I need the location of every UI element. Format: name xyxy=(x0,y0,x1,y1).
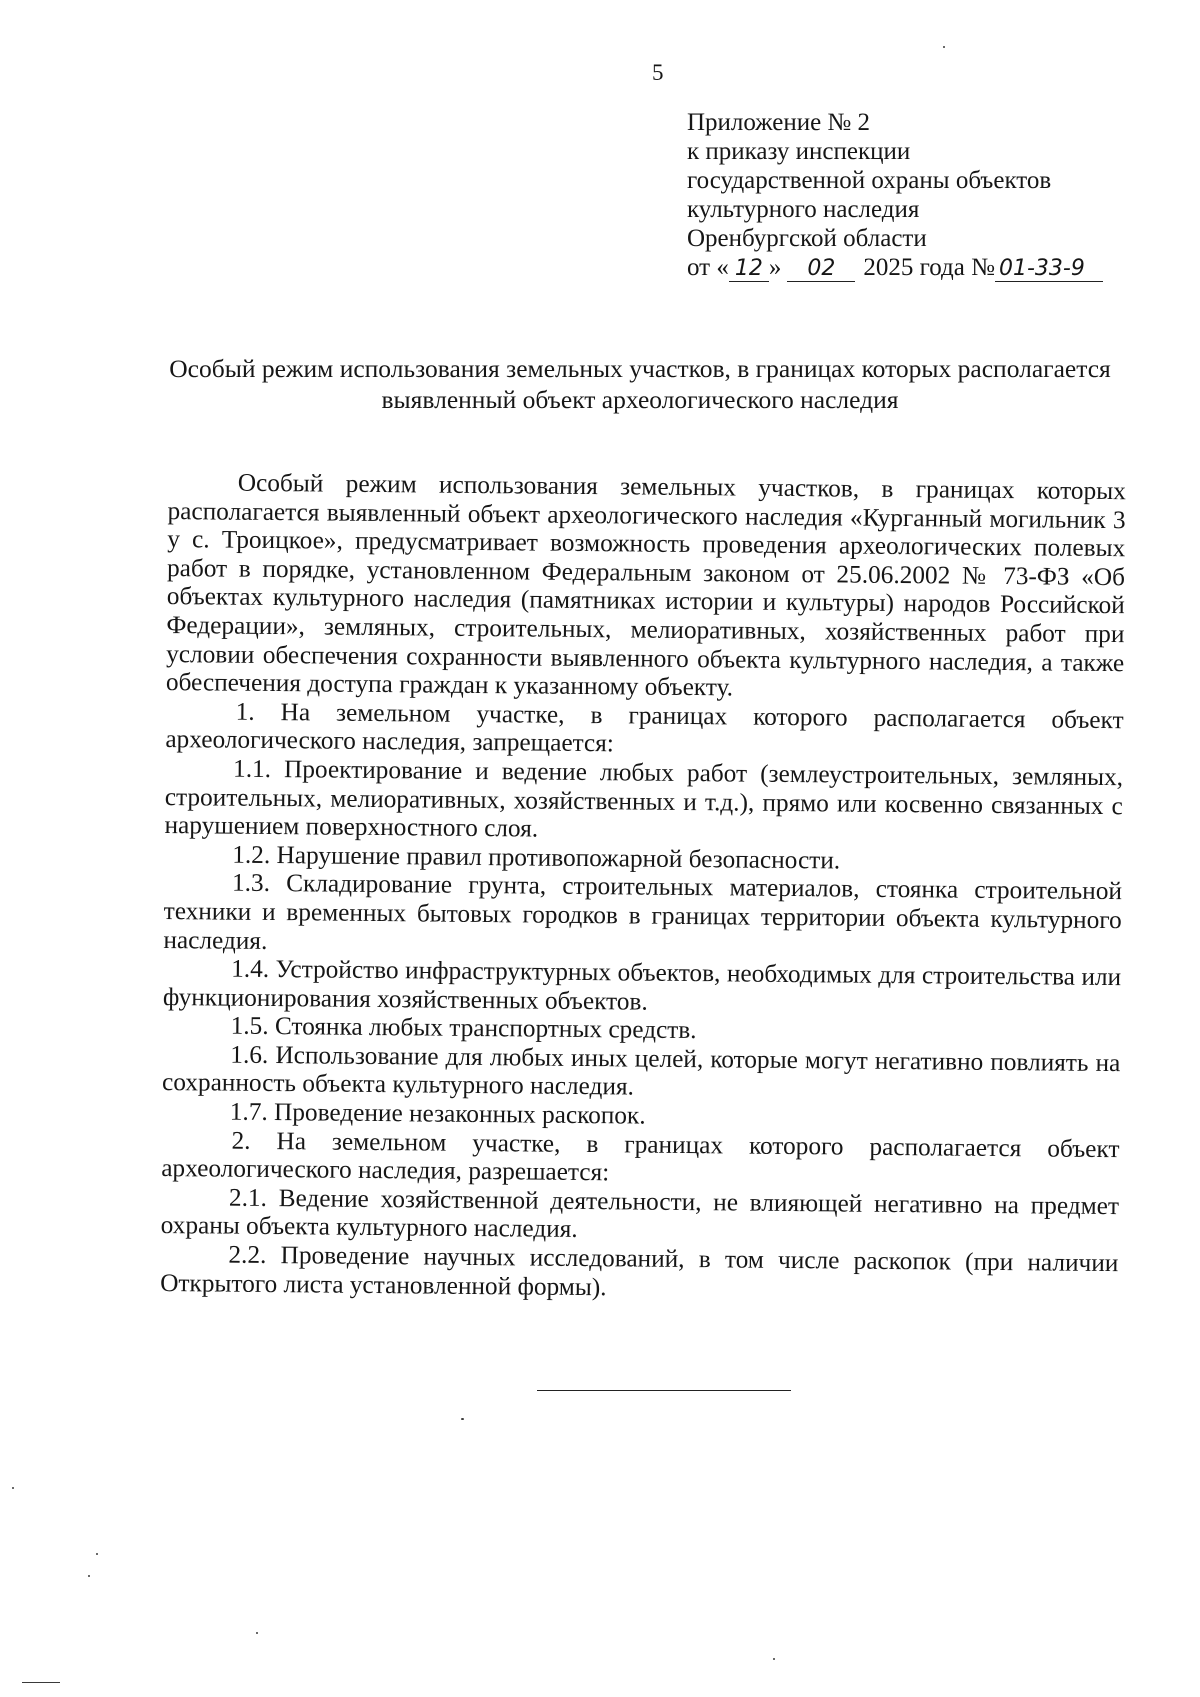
clause-2: 2. На земельном участке, в границах которого располагается объект археологического наследия, разрешается: xyxy=(161,1126,1120,1187)
appendix-header xyxy=(687,108,1147,282)
clause-1-2: 1.2. Нарушение правил противопожарной безопасности. xyxy=(232,840,841,875)
handwritten-month: 02 xyxy=(787,257,855,282)
date-year: 2025 года № xyxy=(863,254,995,281)
appendix-line-1: Приложение № 2 xyxy=(687,109,871,136)
handwritten-order-number: 01-33-9 xyxy=(995,257,1103,282)
scan-speck xyxy=(773,1658,775,1660)
clause-2-1: 2.1. Ведение хозяйственной деятельности, не влияющей негативно на предмет охраны объекта культурного наследия. xyxy=(160,1183,1120,1244)
scan-speck xyxy=(256,1632,258,1634)
clause-1: 1. На земельном участке, в границах которого располагается объект археологического наследия, запрещается: xyxy=(165,697,1124,758)
document-body xyxy=(160,468,1126,1306)
clause-1-3: 1.3. Складирование грунта, строительных материалов, стоянка строительной техники и временных бытовых городков в границах территории объекта культурного наследия. xyxy=(163,868,1123,955)
end-divider xyxy=(537,1390,791,1391)
clause-1-7: 1.7. Проведение незаконных раскопок. xyxy=(229,1097,646,1130)
scan-speck xyxy=(12,1487,14,1489)
clause-1-6: 1.6. Использование для любых иных целей, которые могут негативно повлиять на сохранность объекта культурного наследия. xyxy=(161,1040,1121,1101)
clause-1-1: 1.1. Проектирование и ведение любых работ (землеустроительных, земляных, строительных, мелиоративных, хозяйственных и т.д.), прямо или косвенно связанных с нарушением поверхностного слоя. xyxy=(164,754,1124,843)
handwritten-day: 12 xyxy=(729,257,769,282)
intro-paragraph: Особый режим использования земельных участков, в границах которых располагается выявленный объект археологического наследия «Курганный могильник 3 у с. Троицкое», предусматривает возможность проведения археологических полевых работ в порядке, установленном Федеральным законом от 25.06.2002 № 73-ФЗ «Об объектах культурного наследия (памятниках истории и культуры) народов Российской Федерации», земляных, строительных, мелиоративных, хозяйственных работ при условии обеспечения сохранности выявленного объекта культурного наследия, а также обеспечения доступа граждан к указанному объекту. xyxy=(165,468,1126,702)
appendix-line-3: государственной охраны объектов xyxy=(687,167,1052,194)
date-close: » xyxy=(768,254,782,281)
scan-speck xyxy=(88,1575,90,1577)
appendix-line-5: Оренбургской области xyxy=(687,225,927,252)
scan-speck xyxy=(96,1553,98,1555)
appendix-line-4: культурного наследия xyxy=(687,196,920,223)
appendix-line-2: к приказу инспекции xyxy=(687,138,911,165)
order-date-line xyxy=(687,253,1147,282)
scan-mark xyxy=(22,1682,60,1683)
clause-1-5: 1.5. Стоянка любых транспортных средств. xyxy=(230,1011,697,1045)
scan-speck xyxy=(943,46,945,48)
scan-speck xyxy=(461,1418,464,1420)
page-number: 5 xyxy=(652,60,664,85)
clause-2-2: 2.2. Проведение научных исследований, в том числе раскопок (при наличии Открытого листа установленной формы). xyxy=(160,1240,1119,1301)
clause-1-4: 1.4. Устройство инфраструктурных объектов, необходимых для строительства или функционирования хозяйственных объектов. xyxy=(162,954,1122,1016)
date-prefix: от « xyxy=(687,254,729,281)
document-title: Особый режим использования земельных участков, в границах которых располагается выявленный объект археологического наследия xyxy=(169,354,1111,414)
